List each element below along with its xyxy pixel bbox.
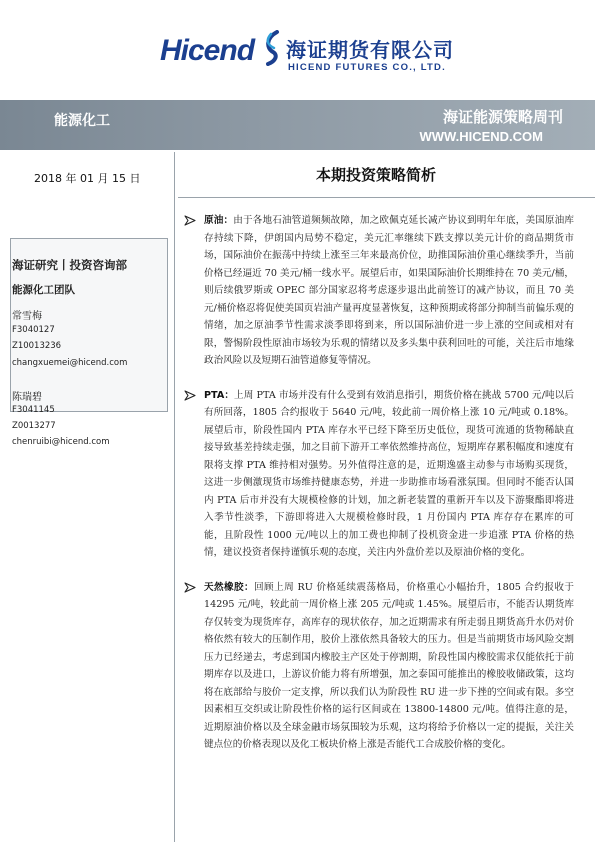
heading-divider xyxy=(178,197,595,198)
commodity-analysis: 回顾上周 RU 价格延续震荡格局，价格重心小幅抬升，1805 合约报收于 14295 元/吨，较此前一周价格上涨 205 元/吨或 1.45%。展望后市，不能否认期货库存仅转变为现货库存，高库存的现状依存，加之近期需求有所走弱且期货高升水仍对价格依然有较大的压制作用，胶价上涨依然具备较大的压力。但是当前期货市场风险交割压力已经递去，考虑到国内橡胶主产区处于停割期，阶段性国内橡胶需求仅能依托于前期库存以及进口，上游议价能力将有所增强，加之泰国可能推出的橡胶收储政策，这均将在底部给与胶价一定支撑，所以我们认为阶段性 RU 进一步下挫的空间或有限。多空因素相互交织或让阶段性价格的运行区间或在 13800-14800 元/吨。值得注意的是，近期原油价格以及全球金融市场氛围较为乐观，这均将给予价格以一定的提振，关注关键点位的价格表现以及化工板块价格上涨是否能代工合成胶价格的变化。 xyxy=(204,581,574,750)
logo-wordmark: Hicend xyxy=(160,34,255,67)
analyst-license: Z10013236 xyxy=(12,341,62,351)
website-link[interactable]: WWW.HICEND.COM xyxy=(419,129,543,144)
column-divider xyxy=(174,152,175,842)
commodity-section-crude-oil xyxy=(184,212,574,370)
analyst-license: F3041145 xyxy=(12,405,55,415)
commodity-section-rubber xyxy=(184,579,574,754)
arrow-bullet-icon xyxy=(184,215,196,226)
team-name: 能源化工团队 xyxy=(12,284,75,296)
section-heading: 本期投资策略简析 xyxy=(316,166,437,184)
analyst-email[interactable]: chenruibi@hicend.com xyxy=(12,437,110,447)
commodity-name: 天然橡胶： xyxy=(204,581,255,593)
commodity-section-pta xyxy=(184,387,574,562)
header-banner xyxy=(0,100,595,150)
analyst-name: 陈瑞碧 xyxy=(12,392,42,403)
analyst-license: F3040127 xyxy=(12,325,55,335)
commodity-analysis: 上周 PTA 市场并没有什么受到有效消息指引，期货价格在挑战 5700 元/吨以后有所回落，1805 合约报收于 5640 元/吨，较此前一周价格上涨 10 元/吨或 0.18%。展望后市，阶段性国内 PTA 库存水平已经下降至历史低位，现货可流通的货物稀缺直接导致基差持续走强，加之目前下游开工率依然维持高位，短期库存累积幅度和速度有限将支撑 PTA 维持相对强势。另外值得注意的是，近期逸盛主动参与市场购买现货，这进一步侧激现货市场维持健康态势，并进一步助推市场看涨氛围。但同时不能否认国内 PTA 后市并没有大规模检修的计划，加之新老装置的重新开车以及下游聚酯即将进入季节性淡季，下游即将进入大规模检修时段，1 月份国内 PTA 库存存在累库的可能，且阶段性 1000 元/吨以上的加工费也抑制了投机资金进一步追涨 PTA 价格的热情，建议投资者保持谨慎乐观的态度，关注内外盘价差以及原油价格的变化。 xyxy=(204,389,574,558)
commodity-name: PTA： xyxy=(204,389,235,401)
company-logo xyxy=(150,26,454,86)
commodity-analysis: 由于各地石油管道频频故障，加之欧佩克延长减产协议到明年年底，美国原油库存持续下降，伊朗国内局势不稳定，美元汇率继续下跌支撑以美元计价的商品期货市场，国际油价在振荡中持续上涨至三年来最高价位，助推国际油价重心继续季升，当前价格已经逼近 70 美元/桶一线水平。展望后市，如果国际油价长期维持在 70 美元/桶，则后续俄罗斯或 OPEC 部分国家忍将考虑逐步退出此前签订的减产协议，而且 70 美元/桶价格忍将促使美国页岩油产量再度显著恢复，这种预期或将部分抑制当前偏乐观的情绪，加之原油季节性需求淡季即将到来，所以国际油价进一步上涨的空间或相对有限，警惕阶段性原油市场较为乐观的情绪以及多头集中获利回吐的可能，关注后市地缘政治风险以及短期石油管道修复等情况。 xyxy=(204,215,575,366)
analyst-license: Z0013277 xyxy=(12,421,56,431)
strategy-content xyxy=(184,212,574,754)
analyst-name: 常雪梅 xyxy=(12,311,42,322)
logo-company-name-en: HICEND FUTURES CO., LTD. xyxy=(288,62,446,73)
report-title: 海证能源策略周刊 xyxy=(442,108,563,126)
logo-swirl-icon xyxy=(262,30,282,66)
arrow-bullet-icon xyxy=(184,390,196,401)
analyst-email[interactable]: changxuemei@hicend.com xyxy=(12,358,128,368)
logo-company-name: 海证期货有限公司 xyxy=(286,38,454,62)
arrow-bullet-icon xyxy=(184,582,196,593)
department-title: 海证研究丨投资咨询部 xyxy=(12,258,127,272)
report-date: 2018 年 01 月 15 日 xyxy=(34,172,141,185)
commodity-name: 原油： xyxy=(204,215,234,226)
report-category: 能源化工 xyxy=(54,113,110,129)
